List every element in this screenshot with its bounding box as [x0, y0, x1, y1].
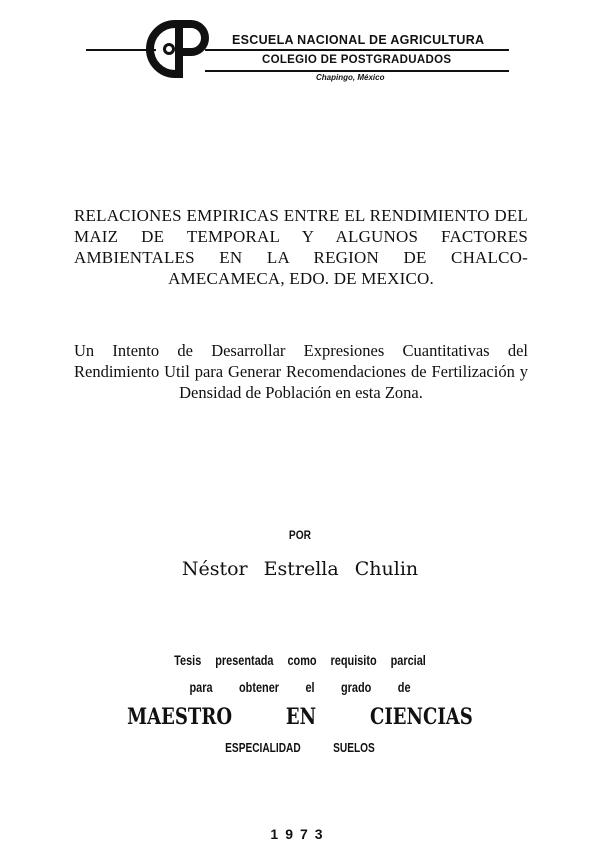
degree-title: MAESTRO EN CIENCIAS: [127, 704, 473, 730]
by-label: POR: [288, 528, 312, 542]
year: 1973: [270, 826, 330, 842]
college-name: COLEGIO DE POSTGRADUADOS: [262, 54, 452, 66]
letterhead-rule-bottom: [205, 70, 509, 72]
letterhead-rule-top: [205, 49, 509, 51]
thesis-subtitle: Un Intento de Desarrollar Expresiones Cuantitativas del Rendimiento Util para Generar Recomendaciones de Fertilización y Densidad de Población en esta Zona.: [74, 341, 528, 402]
requirement-line-1: Tesis presentada como requisito parcial: [174, 652, 426, 668]
institution-name: ESCUELA NACIONAL DE AGRICULTURA: [232, 33, 485, 47]
institution-location: Chapingo, México: [316, 73, 385, 82]
cp-logo-icon: [145, 18, 211, 80]
author-name: Néstor Estrella Chulin: [181, 558, 419, 580]
requirement-line-2: para obtener el grado de: [189, 679, 411, 695]
thesis-title: RELACIONES EMPIRICAS ENTRE EL RENDIMIENTO DEL MAIZ DE TEMPORAL Y ALGUNOS FACTORES AMBIENTALES EN LA REGION DE CHALCO-AMECAMECA, EDO. DE MEXICO.: [74, 206, 528, 288]
specialty-line: ESPECIALIDAD SUELOS: [225, 740, 375, 755]
